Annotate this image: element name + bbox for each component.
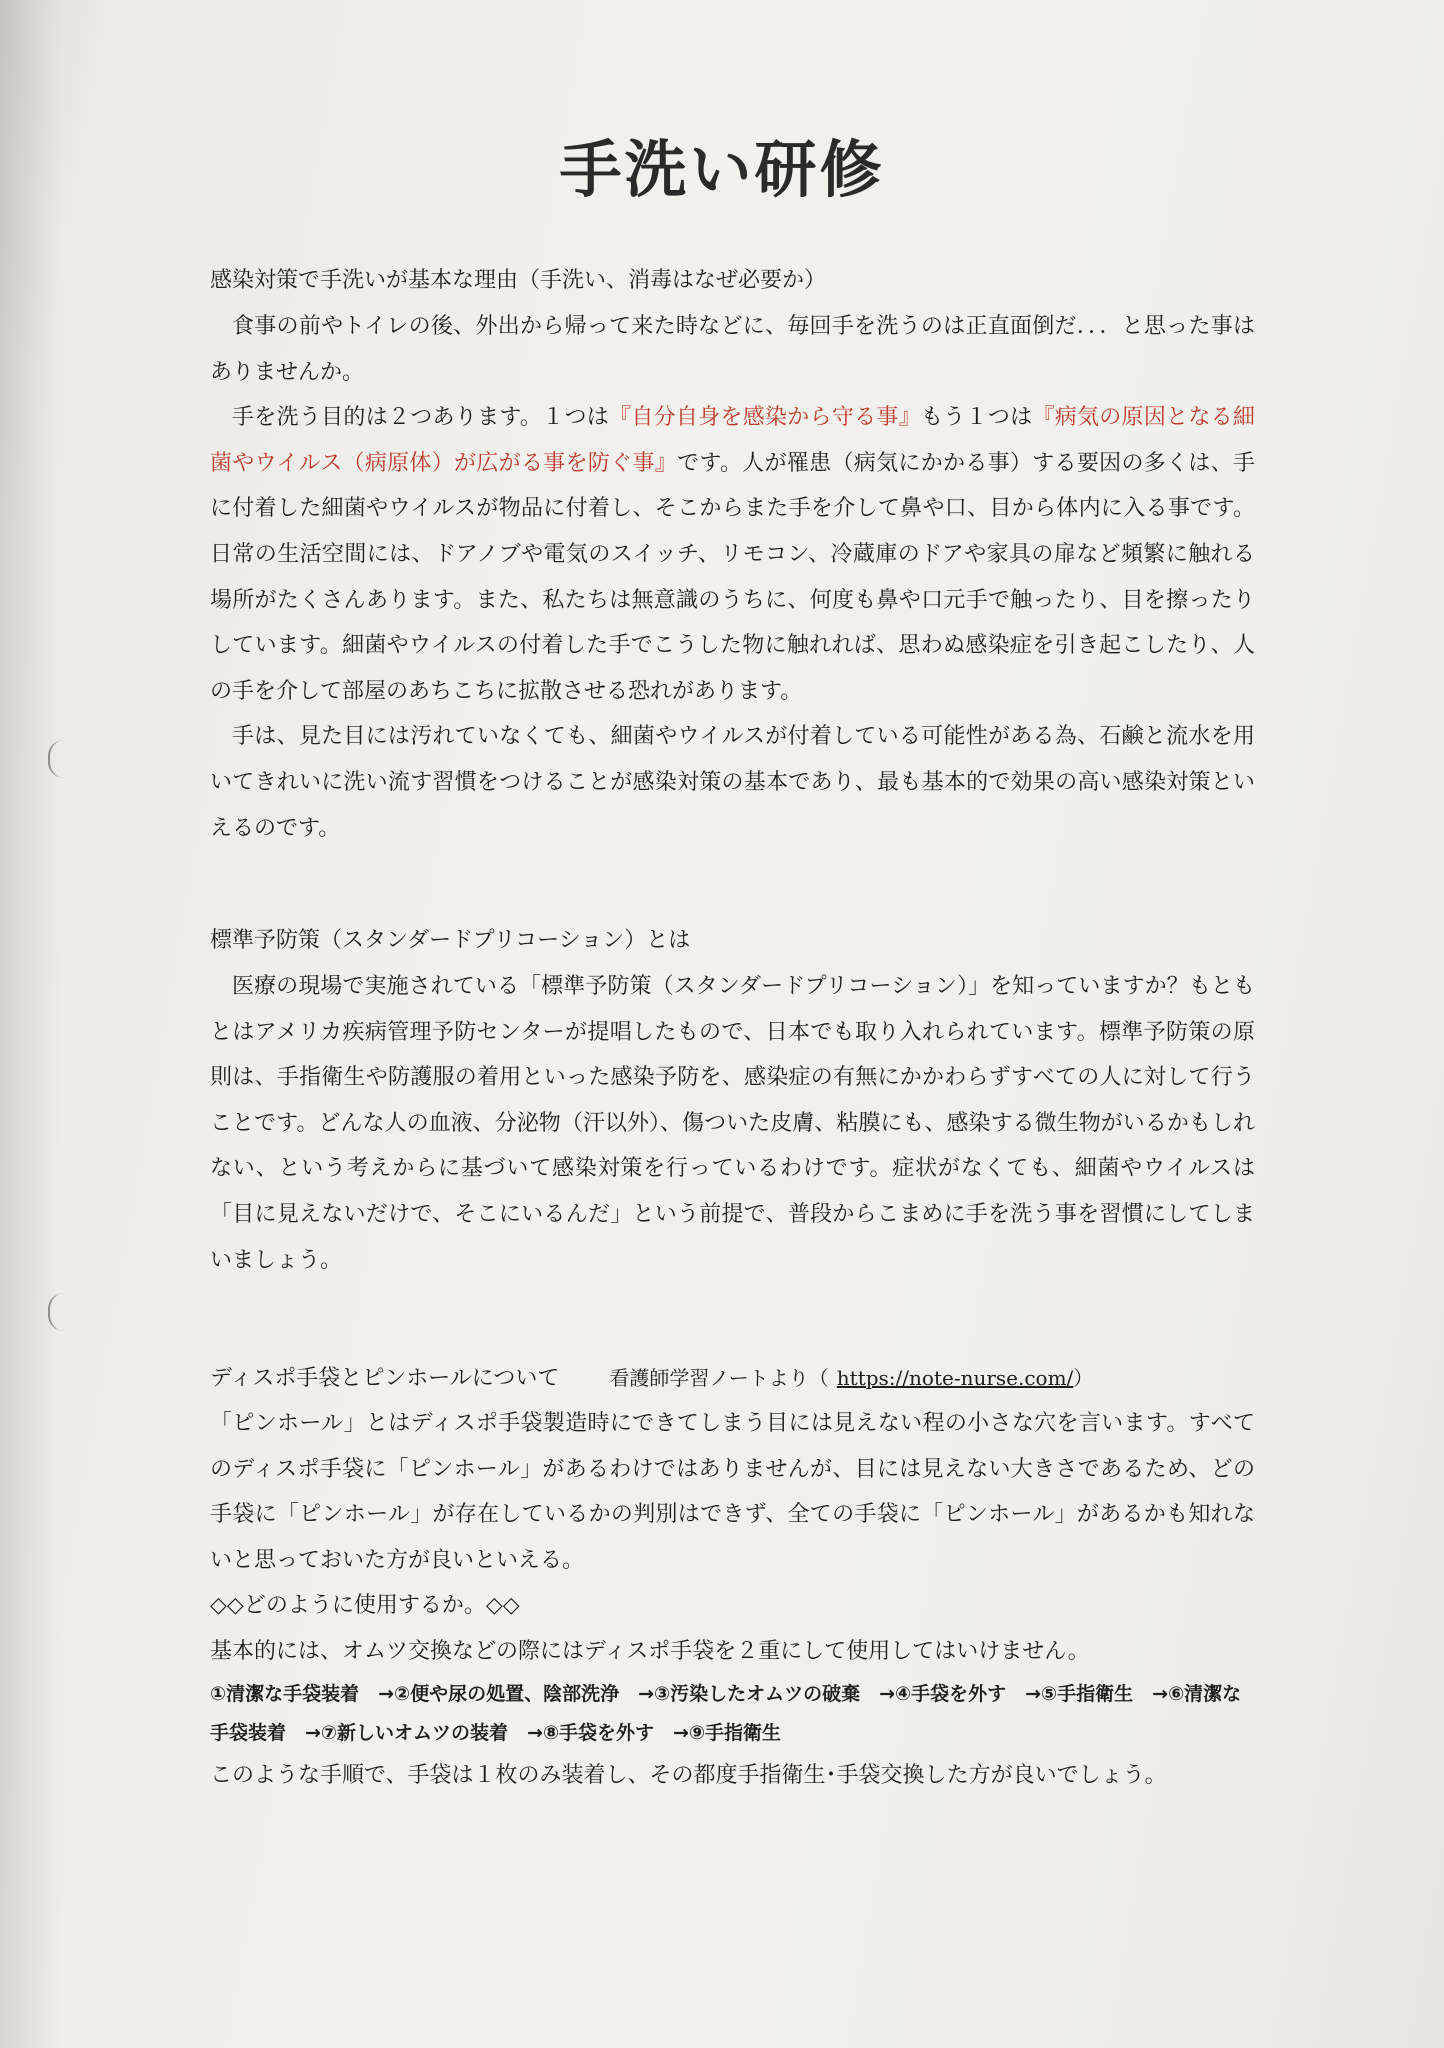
text-run: です。人が罹患（病気にかかる事）する要因の多くは、手に付着した細菌やウイルスが物品に付着し、そこからまた手を介して鼻や口、目から体内に入る事です。日常の生活空間には、ドアノブや電気のスイッチ、リモコン、冷蔵庫のドアや家具の扉など頻繁に触れる場所がたくさんあります。また、私たちは無意識のうちに、何度も鼻や口元手で触ったり、目を擦ったりしています。細菌やウイルスの付着した手でこうした物に触れれば、思わぬ感染症を引き起こしたり、人の手を介して部屋のあちこちに拡散させる恐れがあります。: [210, 450, 1255, 704]
step-item: →⑤手指衛生: [1025, 1682, 1134, 1705]
step-item: →⑥清潔な手袋装着: [210, 1682, 1242, 1744]
source-citation: [609, 1355, 1093, 1401]
page-edge-shadow: [0, 0, 60, 2048]
paragraph: このような手順で、手袋は１枚のみ装着し、その都度手指衛生･手袋交換した方が良いでしょう。: [210, 1762, 1167, 1788]
source-link[interactable]: https://note-nurse.com/: [836, 1366, 1074, 1390]
highlight-text: 『病気の原因となる細菌やウイルス（病原体）が広がる事を防ぐ事』: [210, 405, 1255, 476]
step-item: →⑨手指衛生: [673, 1721, 782, 1744]
paragraph: 基本的には、オムツ交換などの際にはディスポ手袋を２重にして使用してはいけません。: [210, 1638, 1090, 1664]
highlight-text: 『自分自身を感染から守る事』: [609, 405, 921, 431]
paragraph: 手は、見た目には汚れていなくても、細菌やウイルスが付着している可能性がある為、石鹸と流水を用いてきれいに洗い流す習慣をつけることが感染対策の基本であり、最も基本的で効果の高い感染対策といえるのです。: [210, 724, 1255, 841]
step-item: →⑦新しいオムツの装着: [305, 1721, 509, 1744]
section-hand-washing-reason: [210, 258, 1255, 851]
section-gloves-pinhole: [210, 1355, 1255, 1798]
paragraph: 食事の前やトイレの後、外出から帰って来た時などに、毎回手を洗うのは正直面倒だ．．．と思った事はありませんか。: [210, 314, 1255, 385]
procedure-steps: [210, 1675, 1255, 1753]
paragraph: ◇◇どのように使用するか。◇◇: [210, 1593, 520, 1619]
page-title: 手洗い研修: [559, 133, 885, 206]
step-item: →③汚染したオムツの破棄: [638, 1682, 861, 1705]
section-heading: ディスポ手袋とピンホールについて: [210, 1366, 560, 1391]
step-item: →⑧手袋を外す: [527, 1721, 655, 1744]
section-standard-precautions: [210, 918, 1255, 1283]
text-run: もう１つは: [921, 405, 1033, 431]
section-heading-row: [210, 1355, 1255, 1401]
paragraph: 医療の現場で実施されている「標準予防策（スタンダードプリコーション）」を知っていますか？もともとはアメリカ疾病管理予防センターが提唱したもので、日本でも取り入れられています。標準予防策の原則は、手指衛生や防護服の着用といった感染予防を、感染症の有無にかかわらずすべての人に対して行うことです。どんな人の血液、分泌物（汗以外）、傷ついた皮膚、粘膜にも、感染する微生物がいるかもしれない、という考えからに基づいて感染対策を行っているわけです。症状がなくても、細菌やウイルスは「目に見えないだけで、そこにいるんだ」という前提で、普段からこまめに手を洗う事を習慣にしてしまいましょう。: [210, 974, 1255, 1273]
source-close: ）: [1073, 1366, 1094, 1390]
section-heading: 感染対策で手洗いが基本な理由（手洗い、消毒はなぜ必要か）: [210, 268, 827, 293]
step-item: →④手袋を外す: [879, 1682, 1007, 1705]
source-label: 看護師学習ノートより（: [609, 1366, 829, 1390]
text-run: 手を洗う目的は２つあります。１つは: [232, 405, 610, 431]
step-item: →②便や尿の処置、陰部洗浄: [378, 1682, 620, 1705]
paragraph: [210, 395, 1255, 714]
section-heading: 標準予防策（スタンダードプリコーション）とは: [210, 928, 691, 953]
step-item: ①清潔な手袋装着: [210, 1682, 360, 1705]
paragraph: 「ピンホール」とはディスポ手袋製造時にできてしまう目には見えない程の小さな穴を言います。すべてのディスポ手袋に「ピンホール」があるわけではありませんが、目には見えない大きさであるため、どの手袋に「ピンホール」が存在しているかの判別はできず、全ての手袋に「ピンホール」があるかも知れないと思っておいた方が良いといえる。: [210, 1411, 1255, 1573]
